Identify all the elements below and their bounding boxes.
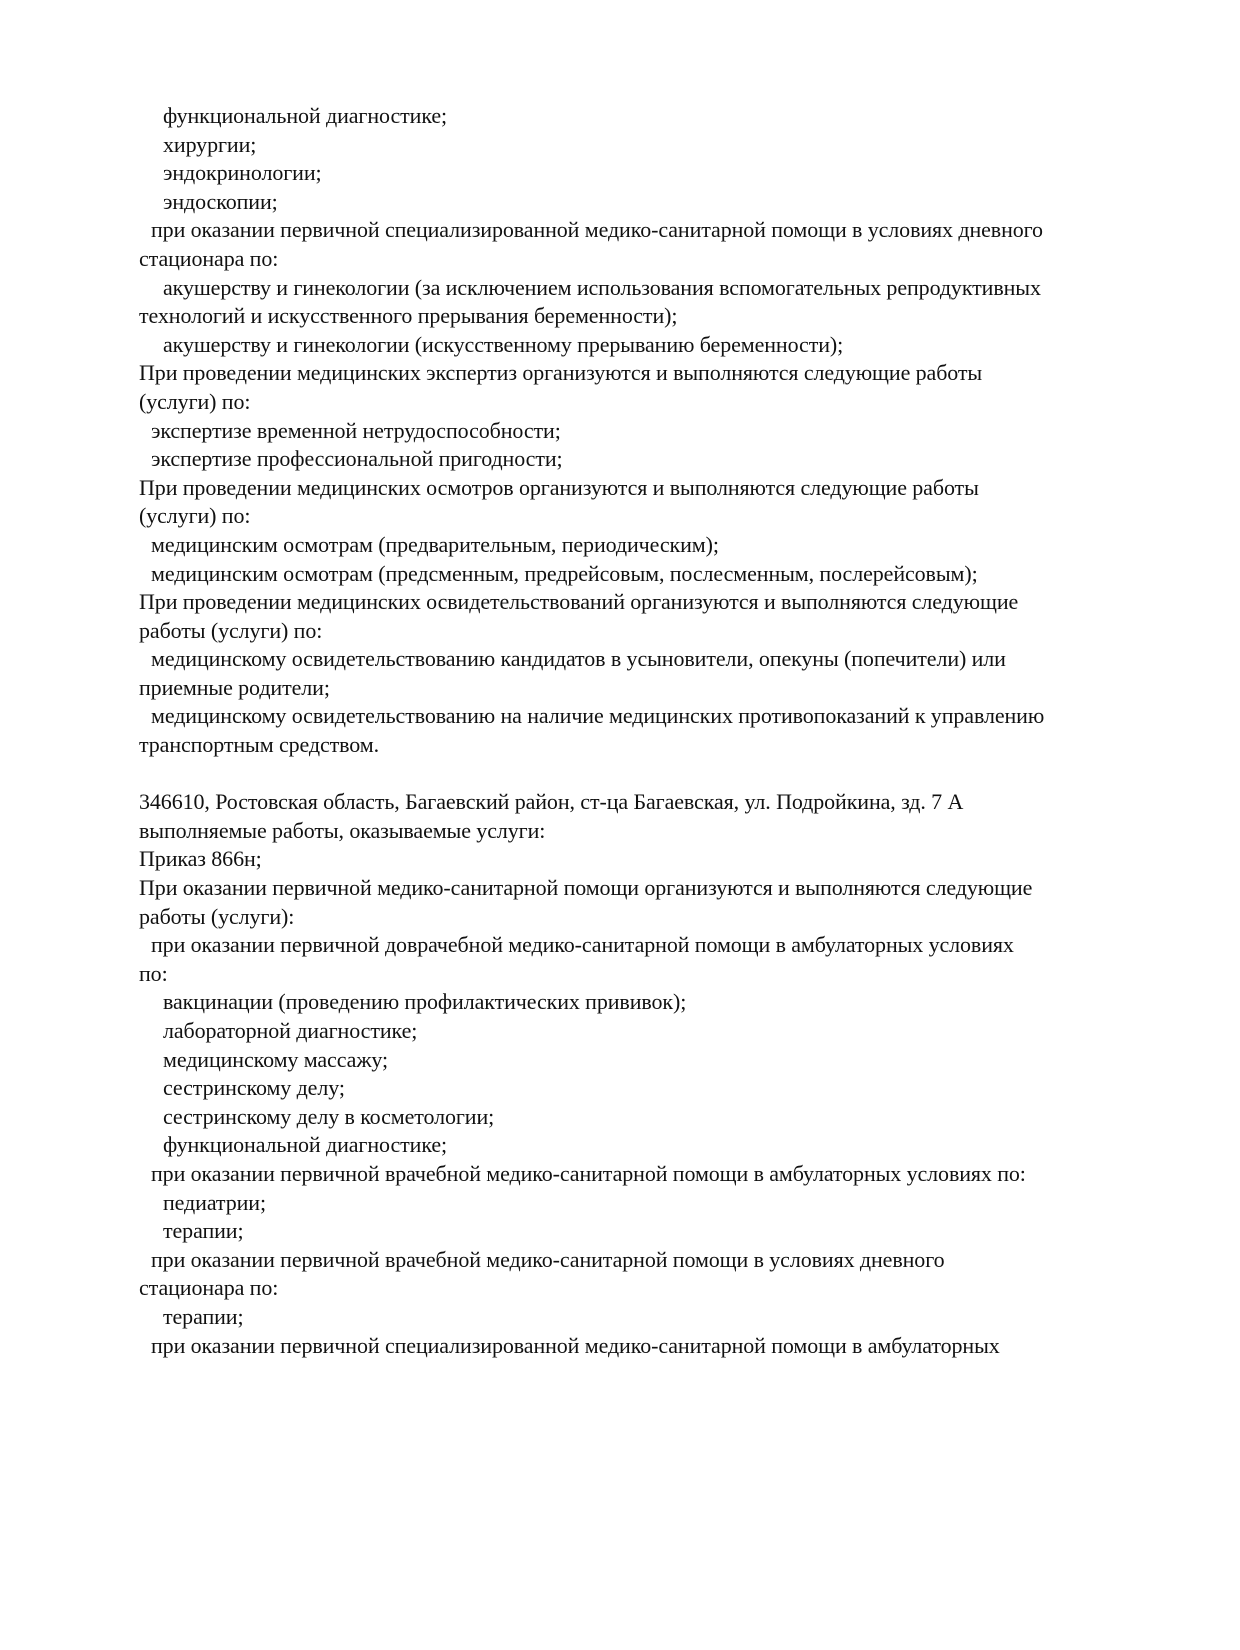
paragraph-line: Приказ 866н; [139, 846, 262, 872]
sublist-item-line: вакцинации (проведению профилактических прививок); [163, 989, 687, 1015]
sublist-item-line: акушерству и гинекологии (за исключением использования вспомогательных репродуктивных [163, 274, 1041, 300]
list-item-line: при оказании первичной врачебной медико-санитарной помощи в условиях дневного [151, 1246, 945, 1272]
paragraph-line: транспортным средством. [139, 732, 380, 758]
sublist-item-line: терапии; [163, 1218, 244, 1244]
sublist-item-line: эндокринологии; [163, 160, 322, 186]
paragraph-line: При проведении медицинских экспертиз организуются и выполняются следующие работы [139, 360, 983, 386]
list-item-line: медицинским осмотрам (предварительным, периодическим); [151, 531, 719, 557]
paragraph-line: При оказании первичной медико-санитарной помощи организуются и выполняются следующие [139, 875, 1033, 901]
list-item-line: при оказании первичной специализированной медико-санитарной помощи в условиях дневного [151, 217, 1043, 243]
paragraph-line: 346610, Ростовская область, Багаевский район, ст-ца Багаевская, ул. Подройкина, зд. 7 А [139, 789, 964, 815]
sublist-item-line: терапии; [163, 1303, 244, 1329]
sublist-item-line: функциональной диагностике; [163, 103, 448, 128]
paragraph-line: технологий и искусственного прерывания беременности); [139, 303, 678, 329]
document-body [139, 102, 1129, 1360]
sublist-item-line: акушерству и гинекологии (искусственному прерыванию беременности); [163, 331, 844, 357]
paragraph-line: работы (услуги) по: [139, 617, 323, 643]
paragraph-line: (услуги) по: [139, 503, 251, 529]
sublist-item-line: лабораторной диагностике; [163, 1018, 418, 1043]
list-item-line: медицинскому освидетельствованию на наличие медицинских противопоказаний к управлению [151, 703, 1045, 729]
paragraph-line: стационара по: [139, 245, 279, 271]
paragraph-line: При проведении медицинских освидетельствований организуются и выполняются следующие [139, 589, 1019, 615]
list-item-line: экспертизе профессиональной пригодности; [151, 446, 563, 472]
list-item-line: при оказании первичной специализированной медико-санитарной помощи в амбулаторных [151, 1332, 1000, 1358]
sublist-item-line: хирургии; [163, 131, 257, 157]
list-item-line: экспертизе временной нетрудоспособности; [151, 417, 561, 443]
sublist-item-line: педиатрии; [163, 1189, 266, 1215]
paragraph-line: (услуги) по: [139, 388, 251, 414]
list-item-line: медицинскому освидетельствованию кандидатов в усыновители, опекуны (попечители) или [151, 646, 1006, 672]
list-item-line: при оказании первичной доврачебной медико-санитарной помощи в амбулаторных условиях [151, 932, 1014, 958]
sublist-item-line: эндоскопии; [163, 188, 278, 214]
sublist-item-line: сестринскому делу в косметологии; [163, 1103, 495, 1129]
list-item-line: при оказании первичной врачебной медико-санитарной помощи в амбулаторных условиях по: [151, 1160, 1026, 1186]
paragraph-line: работы (услуги): [139, 903, 295, 929]
paragraph-line: по: [139, 960, 168, 986]
paragraph-line: При проведении медицинских осмотров организуются и выполняются следующие работы [139, 474, 979, 500]
paragraph-line: выполняемые работы, оказываемые услуги: [139, 817, 546, 843]
sublist-item-line: сестринскому делу; [163, 1075, 345, 1101]
list-item-line: медицинским осмотрам (предсменным, предрейсовым, послесменным, послерейсовым); [151, 560, 978, 586]
paragraph-line: приемные родители; [139, 674, 330, 700]
blank-line [139, 760, 1129, 789]
paragraph-line: стационара по: [139, 1275, 279, 1301]
sublist-item-line: медицинскому массажу; [163, 1046, 389, 1072]
sublist-item-line: функциональной диагностике; [163, 1132, 448, 1158]
